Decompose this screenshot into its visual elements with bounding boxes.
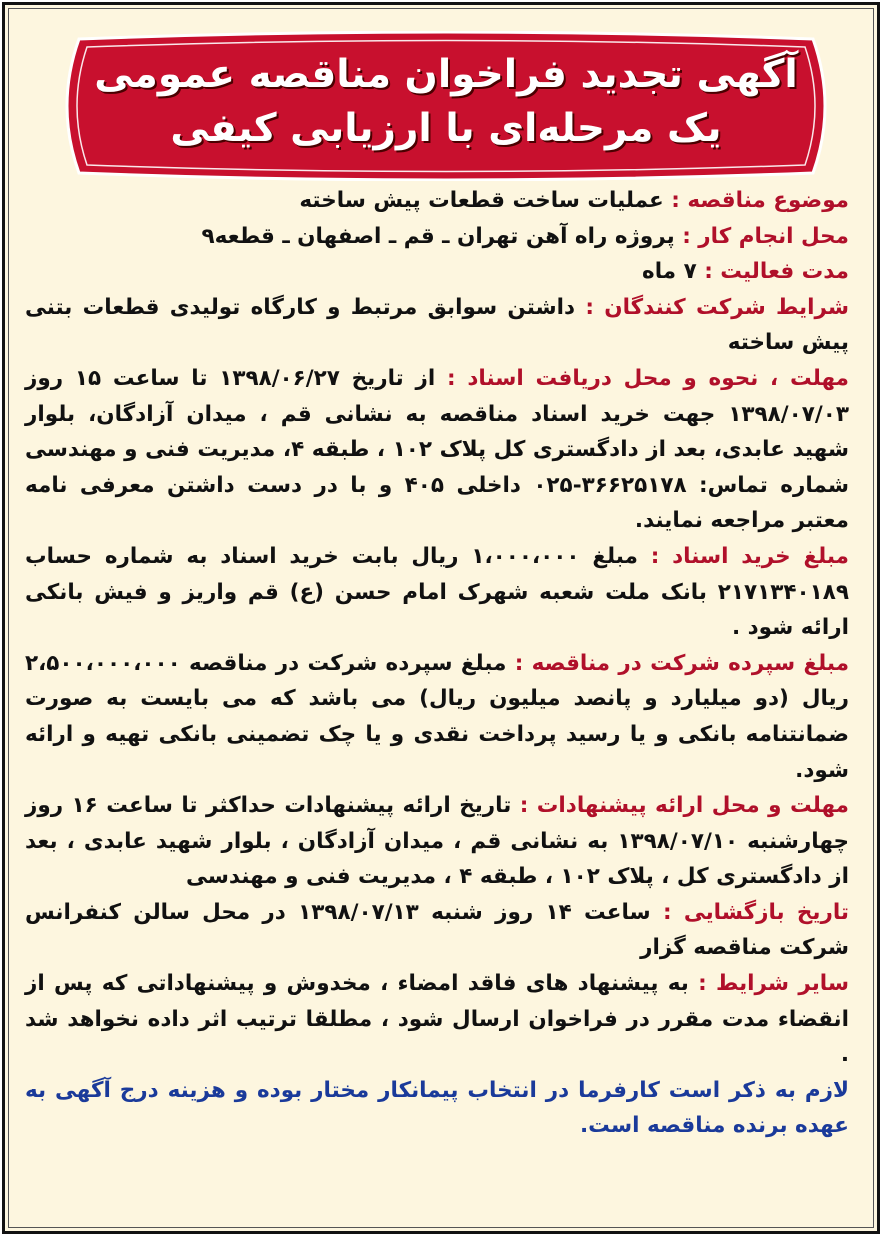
section-opening-date — [25, 895, 849, 966]
section-text: مبلغ ۱،۰۰۰،۰۰۰ ریال بابت خرید اسناد به شماره حساب ۲۱۷۱۳۴۰۱۸۹ بانک ملت شعبه شهرک امام حسن (ع) قم واریز و فیش بانکی ارائه شود . — [25, 543, 849, 641]
section-label: محل انجام کار : — [682, 223, 849, 249]
section-label: مبلغ سپرده شرکت در مناقصه : — [514, 650, 850, 676]
section-participant-conditions — [25, 290, 849, 361]
section-text: ساعت ۱۴ روز شنبه ۱۳۹۸/۰۷/۱۳ در محل سالن کنفرانس شرکت مناقصه گزار — [25, 899, 849, 961]
section-label: شرایط شرکت کنندگان : — [585, 294, 850, 320]
section-text: پروژه راه آهن تهران ـ قم ـ اصفهان ـ قطعه۹ — [201, 223, 683, 249]
section-text: مبلغ سپرده شرکت در مناقصه ۲،۵۰۰،۰۰۰،۰۰۰ ریال (دو میلیارد و پانصد میلیون ریال) می باشد که می بایست به صورت ضمانتنامه بانکی و یا رسید پرداخت نقدی و یا چک تضمینی بانکی تهیه و ارائه شود. — [25, 650, 849, 783]
section-subject — [25, 183, 849, 219]
section-proposal-deadline — [25, 788, 849, 895]
section-text: به پیشنهاد های فاقد امضاء ، مخدوش و پیشنهاداتی که پس از انقضاء مدت مقرر در فراخوان ارسال شود ، مطلقا ترتیب اثر داده نخواهد شد . — [25, 971, 849, 1068]
section-document-receipt — [25, 361, 849, 539]
section-label: سایر شرایط : — [698, 971, 849, 997]
notice-body — [25, 183, 849, 1223]
section-document-price — [25, 539, 849, 646]
section-work-location — [25, 219, 849, 255]
section-label: مبلغ خرید اسناد : — [650, 543, 849, 569]
banner-title-line1: آگهی تجدید فراخوان مناقصه عمومی — [94, 52, 798, 97]
section-duration — [25, 254, 849, 290]
section-other-conditions — [25, 966, 849, 1073]
section-text: داشتن سوابق مرتبط و کارگاه تولیدی قطعات بتنی پیش ساخته — [25, 294, 849, 356]
section-label: مهلت ، نحوه و محل دریافت اسناد : — [447, 365, 849, 391]
section-label: مدت فعالیت : — [704, 259, 849, 285]
section-text: ۷ ماه — [642, 259, 705, 285]
section-text: عملیات ساخت قطعات پیش ساخته — [299, 188, 672, 213]
banner-title-line2: یک مرحله‌ای با ارزیابی کیفی — [170, 106, 722, 151]
section-label: مهلت و محل ارائه پیشنهادات : — [519, 793, 849, 819]
closing-note: لازم به ذکر است کارفرما در انتخاب پیمانکار مختار بوده و هزینه درج آگهی به عهده برنده مناقصه است. — [25, 1077, 849, 1139]
notice-frame — [2, 2, 880, 1234]
title-banner — [51, 31, 841, 181]
section-text: از تاریخ ۱۳۹۸/۰۶/۲۷ تا ساعت ۱۵ روز ۱۳۹۸/۰۷/۰۳ جهت خرید اسناد مناقصه به نشانی قم ، میدان آزادگان، بلوار شهید عابدی، بعد از دادگستری کل پلاک ۱۰۲ ، طبقه ۴، مدیریت فنی و مهندسی شماره تماس: ۳۶۶۲۵۱۷۸-۰۲۵ داخلی ۴۰۵ و با در دست داشتن معرفی نامه معتبر مراجعه نمایند. — [25, 365, 849, 534]
section-text: تاریخ ارائه پیشنهادات حداکثر تا ساعت ۱۶ روز چهارشنبه ۱۳۹۸/۰۷/۱۰ به نشانی قم ، میدان آزادگان ، بلوار شهید عابدی ، بعد از دادگستری کل ، پلاک ۱۰۲ ، طبقه ۴ ، مدیریت فنی و مهندسی — [25, 793, 850, 890]
section-label: تاریخ بازگشایی : — [662, 899, 849, 925]
section-label: موضوع مناقصه : — [671, 188, 849, 213]
section-deposit — [25, 646, 849, 788]
